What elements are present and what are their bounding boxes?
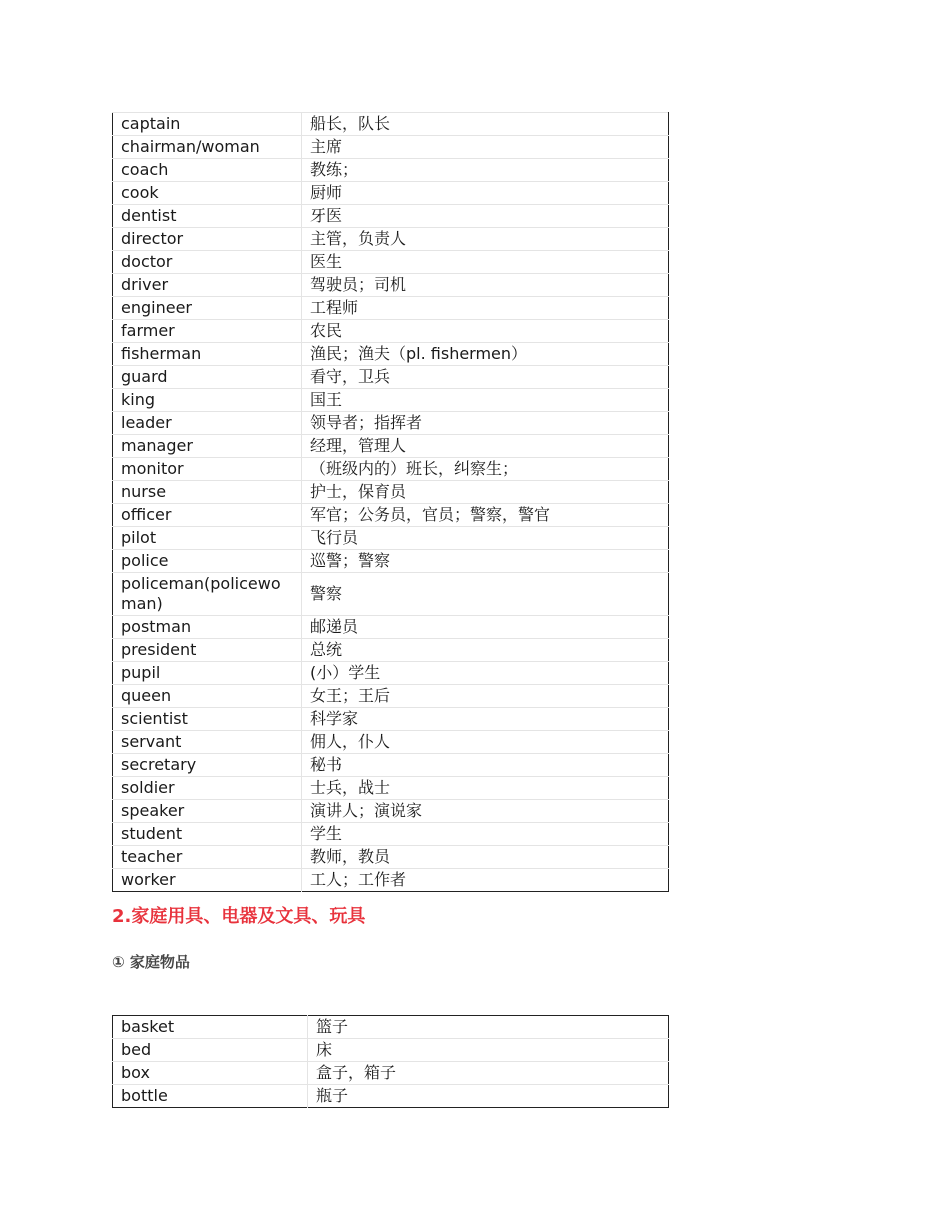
table-row — [113, 205, 669, 228]
english-word: queen — [113, 685, 302, 708]
english-word: teacher — [113, 846, 302, 869]
chinese-meaning: 渔民；渔夫（pl. fishermen） — [302, 343, 669, 366]
chinese-meaning: 主席 — [302, 136, 669, 159]
chinese-meaning: 床 — [308, 1039, 669, 1062]
chinese-meaning: (小）学生 — [302, 662, 669, 685]
chinese-meaning: 农民 — [302, 320, 669, 343]
chinese-meaning: 护士，保育员 — [302, 481, 669, 504]
chinese-meaning: 士兵，战士 — [302, 777, 669, 800]
english-word: coach — [113, 159, 302, 182]
table-row — [113, 320, 669, 343]
english-word: scientist — [113, 708, 302, 731]
chinese-meaning: 牙医 — [302, 205, 669, 228]
english-word: officer — [113, 504, 302, 527]
household-table-body — [113, 1016, 669, 1108]
table-row — [113, 527, 669, 550]
chinese-meaning: 工程师 — [302, 297, 669, 320]
table-row — [113, 366, 669, 389]
english-word: king — [113, 389, 302, 412]
table-row — [113, 136, 669, 159]
table-row — [113, 800, 669, 823]
english-word: president — [113, 639, 302, 662]
chinese-meaning: 教师，教员 — [302, 846, 669, 869]
chinese-meaning: 军官；公务员，官员；警察，警官 — [302, 504, 669, 527]
table-row — [113, 573, 669, 616]
english-word: manager — [113, 435, 302, 458]
section-heading: 2.家庭用具、电器及文具、玩具 — [112, 906, 366, 927]
table-row — [113, 113, 669, 136]
table-row — [113, 251, 669, 274]
chinese-meaning: 邮递员 — [302, 616, 669, 639]
english-word: secretary — [113, 754, 302, 777]
table-row — [113, 389, 669, 412]
table-row — [113, 685, 669, 708]
english-word: fisherman — [113, 343, 302, 366]
english-word: pilot — [113, 527, 302, 550]
chinese-meaning: 看守，卫兵 — [302, 366, 669, 389]
english-word: engineer — [113, 297, 302, 320]
occupations-table — [112, 112, 669, 892]
chinese-meaning: 工人；工作者 — [310, 870, 407, 889]
table-row — [113, 823, 669, 846]
table-row — [113, 159, 669, 182]
table-row — [113, 869, 669, 892]
table-row — [113, 754, 669, 777]
occupations-table-body — [113, 113, 669, 892]
english-word: director — [113, 228, 302, 251]
chinese-meaning: 瓶子 — [316, 1086, 349, 1105]
chinese-meaning: 科学家 — [302, 708, 669, 731]
chinese-meaning: 佣人，仆人 — [302, 731, 669, 754]
english-word: monitor — [113, 458, 302, 481]
table-row — [113, 458, 669, 481]
table-row — [113, 639, 669, 662]
chinese-meaning: 盒子，箱子 — [308, 1062, 669, 1085]
chinese-meaning: 国王 — [302, 389, 669, 412]
table-row — [113, 616, 669, 639]
table-row — [113, 1039, 669, 1062]
table-row — [113, 708, 669, 731]
table-row — [113, 182, 669, 205]
table-row — [113, 777, 669, 800]
english-word: speaker — [113, 800, 302, 823]
table-row — [113, 343, 669, 366]
english-word: captain — [113, 113, 302, 136]
english-word: policeman(policewoman) — [113, 573, 302, 616]
english-word: farmer — [113, 320, 302, 343]
chinese-meaning: 教练； — [302, 159, 669, 182]
english-word: cook — [113, 182, 302, 205]
english-word: driver — [113, 274, 302, 297]
chinese-meaning: 秘书 — [302, 754, 669, 777]
household-subheading: ① 家庭物品 — [112, 953, 190, 971]
chinese-meaning: 巡警；警察 — [302, 550, 669, 573]
chinese-meaning: 经理，管理人 — [302, 435, 669, 458]
chinese-meaning: 总统 — [302, 639, 669, 662]
table-row — [113, 435, 669, 458]
english-word: police — [113, 550, 302, 573]
chinese-meaning: 主管，负责人 — [302, 228, 669, 251]
english-word: bed — [113, 1039, 308, 1062]
english-word: leader — [113, 412, 302, 435]
chinese-meaning: 驾驶员；司机 — [302, 274, 669, 297]
english-word: soldier — [113, 777, 302, 800]
chinese-meaning: 医生 — [302, 251, 669, 274]
chinese-meaning: 船长，队长 — [302, 113, 669, 136]
chinese-meaning: 厨师 — [302, 182, 669, 205]
english-word: doctor — [113, 251, 302, 274]
table-row — [113, 846, 669, 869]
table-row — [113, 228, 669, 251]
english-word: pupil — [113, 662, 302, 685]
chinese-meaning: 学生 — [302, 823, 669, 846]
english-word: postman — [113, 616, 302, 639]
table-row — [113, 1085, 669, 1108]
english-word: dentist — [113, 205, 302, 228]
chinese-meaning: 篮子 — [308, 1016, 669, 1039]
chinese-meaning: 女王；王后 — [302, 685, 669, 708]
table-row — [113, 297, 669, 320]
table-row — [113, 504, 669, 527]
table-row — [113, 550, 669, 573]
english-word: chairman/woman — [113, 136, 302, 159]
chinese-meaning: 飞行员 — [302, 527, 669, 550]
english-word: nurse — [113, 481, 302, 504]
chinese-meaning: 领导者；指挥者 — [302, 412, 669, 435]
table-row — [113, 481, 669, 504]
english-word: basket — [113, 1016, 308, 1039]
chinese-meaning: （班级内的）班长，纠察生； — [302, 458, 669, 481]
table-row — [113, 731, 669, 754]
chinese-meaning: 警察 — [302, 573, 669, 616]
english-word: bottle — [113, 1085, 308, 1108]
table-row — [113, 1016, 669, 1039]
chinese-meaning: 演讲人；演说家 — [302, 800, 669, 823]
english-word: guard — [113, 366, 302, 389]
table-row — [113, 1062, 669, 1085]
english-word: servant — [113, 731, 302, 754]
table-row — [113, 662, 669, 685]
english-word: student — [113, 823, 302, 846]
english-word: worker — [113, 869, 302, 892]
table-row — [113, 274, 669, 297]
household-table — [112, 1015, 669, 1108]
english-word: box — [113, 1062, 308, 1085]
table-row — [113, 412, 669, 435]
